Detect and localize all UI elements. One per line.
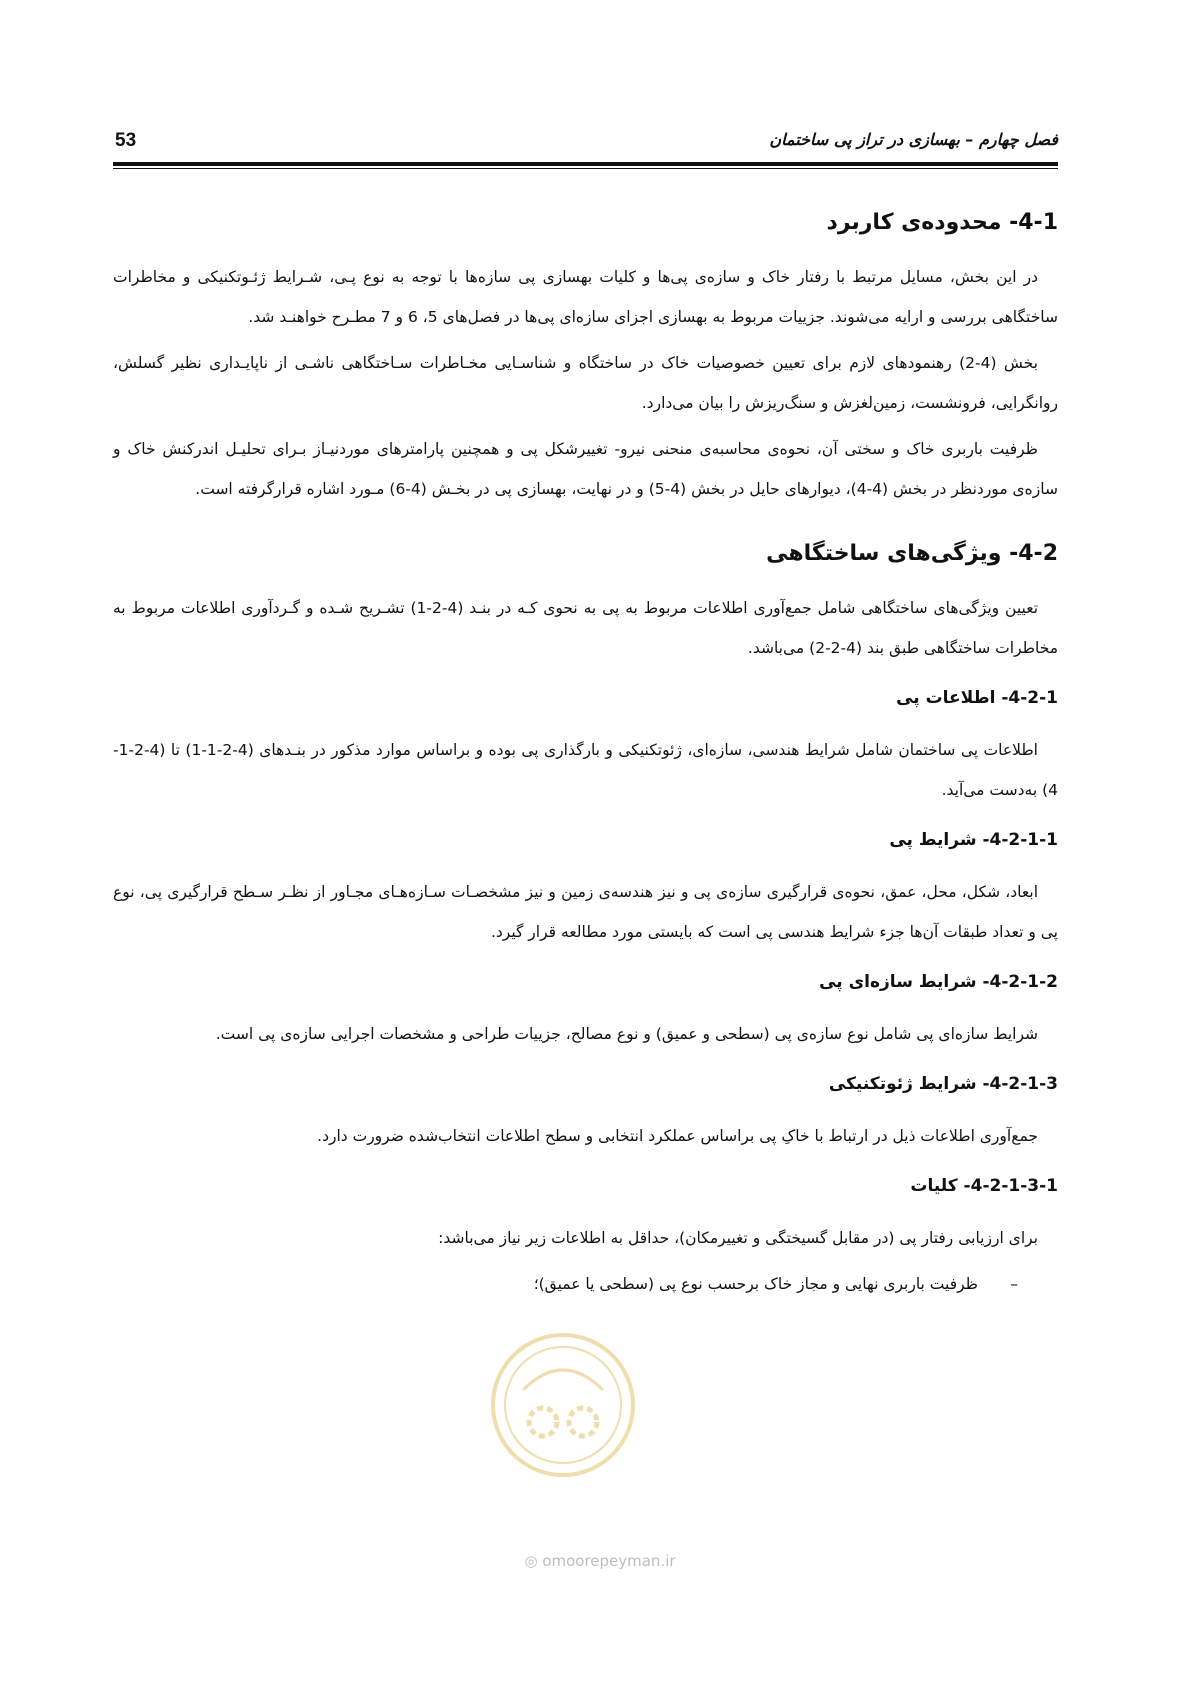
subsection-heading-4-2-1-1: 4-2-1-1- شرایط پی [889, 830, 1058, 850]
running-title: فصل چهارم – بهسازی در تراز پی ساختمان [769, 130, 1058, 149]
paragraph: در این بخش، مسایل مرتبط با رفتار خاک و سازه‌ی پی‌ها و کلیات بهسازی پی سازه‌ها با توجه به نوع پـی، شـرایط ژئـوتکنیکی و مخاطرات ساختگاهی بررسی و ارایه می‌شوند. جزییات مربوط به بهسازی اجزای سازه‌ای پی‌ها در فصل‌های 5، 6 و 7 مطـرح خواهنـد شد. [113, 268, 1058, 326]
bullet-marker: – [1010, 1275, 1018, 1293]
page-number: 53 [115, 130, 137, 151]
watermark-seal-logo [488, 1330, 638, 1480]
watermark-url-text: omoorepeyman.ir [542, 1552, 676, 1570]
paragraph: تعیین ویژگی‌های ساختگاهی شامل جمع‌آوری اطلاعات مربوط به پی به نحوی کـه در بنـد (4-2-1) تشـریح شـده و گـردآوری اطلاعات مربوط به مخاطرات ساختگاهی طبق بند (4-2-2) می‌باشد. [113, 599, 1058, 657]
page-content [113, 210, 1058, 1304]
paragraph: ابعاد، شکل، محل، عمق، نحوه‌ی قرارگیری سازه‌ی پی و نیز هندسه‌ی زمین و نیز مشخصـات سـازه‌هـای مجـاور از نظـر سـطح قرارگیری پی، نوع پی و تعداد طبقات آن‌ها جزء شرایط هندسی پی است که بایستی مورد مطالعه قرار گیرد. [113, 883, 1058, 941]
list-item-text: ظرفیت باربری نهایی و مجاز خاک برحسب نوع پی (سطحی یا عمیق)؛ [533, 1275, 978, 1293]
header-rule-thin [113, 168, 1058, 169]
paragraph: جمع‌آوری اطلاعات ذیل در ارتباط با خاکِ پی براساس عملکرد انتخابی و سطح اطلاعات انتخاب‌شده ضرورت دارد. [317, 1127, 1038, 1145]
paragraph: برای ارزیابی رفتار پی (در مقابل گسیختگی و تغییرمکان)، حداقل به اطلاعات زیر نیاز می‌باشد: [438, 1229, 1038, 1247]
section-heading-4-1: 4-1- محدوده‌ی کاربرد [826, 210, 1058, 235]
subsection-heading-4-2-1-3-1: 4-2-1-3-1- کلیات [910, 1176, 1058, 1196]
paragraph: ظرفیت باربری خاک و سختی آن، نحوه‌ی محاسبه‌ی منحنی نیرو- تغییرشکل پی و همچنین پارامترهای موردنیـاز بـرای تحلیـل اندرکنش خاک و سازه‌ی موردنظر در بخش (4-4)، دیوارهای حایل در بخش (4-5) و در نهایت، بهسازی پی در بخـش (4-6) مـورد اشاره قرارگرفته است. [113, 440, 1058, 498]
list-item [113, 1264, 1058, 1304]
section-heading-4-2: 4-2- ویژگی‌های ساختگاهی [766, 541, 1058, 566]
paragraph: بخش (4-2) رهنمودهای لازم برای تعیین خصوصیات خاک در ساختگاه و شناسـایی مخـاطرات سـاختگاهی ناشـی از ناپایـداری نظیر گسلش، روانگرایی، فرونشست، زمین‌لغزش و سنگ‌ریزش را بیان می‌دارد. [113, 354, 1058, 412]
subsection-heading-4-2-1-2: 4-2-1-2- شرایط سازه‌ای پی [819, 972, 1058, 992]
paragraph: اطلاعات پی ساختمان شامل شرایط هندسی، سازه‌ای، ژئوتکنیکی و بارگذاری پی بوده و براساس موارد مذکور در بنـدهای (4-2-1-1) تا (4-2-1-4) به‌دست می‌آید. [113, 741, 1058, 799]
subsection-heading-4-2-1: 4-2-1- اطلاعات پی [896, 688, 1058, 708]
header-rule [113, 162, 1058, 166]
paragraph: شرایط سازه‌ای پی شامل نوع سازه‌ی پی (سطحی و عمیق) و نوع مصالح، جزییات طراحی و مشخصات اجرایی سازه‌ی پی است. [215, 1025, 1038, 1043]
subsection-heading-4-2-1-3: 4-2-1-3- شرایط ژئوتکنیکی [828, 1074, 1058, 1094]
watermark-url: ◎ omoorepeyman.ir [524, 1552, 676, 1570]
